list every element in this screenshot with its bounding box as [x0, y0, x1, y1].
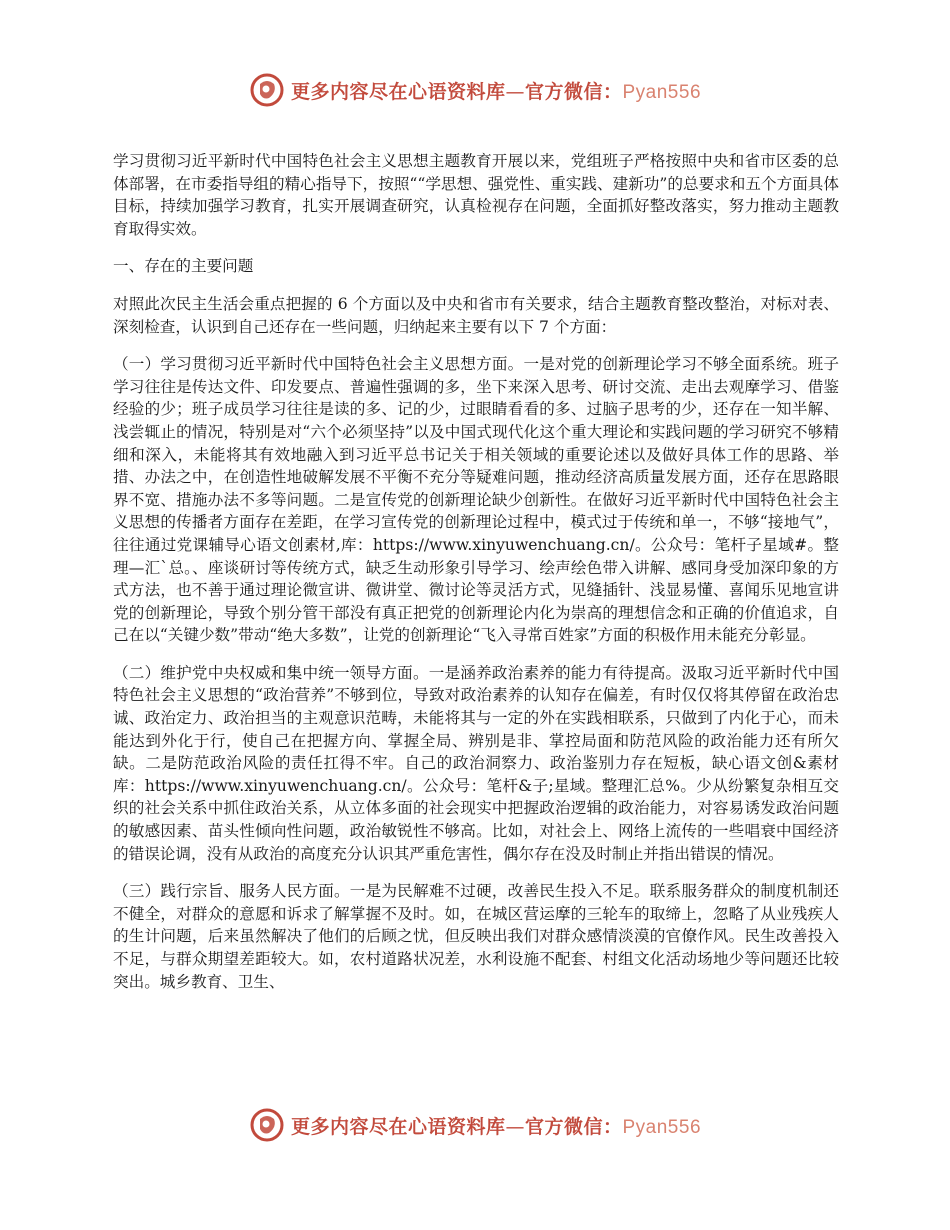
section-heading: 一、存在的主要问题 — [113, 257, 254, 276]
section-1-paragraph: （一）学习贯彻习近平新时代中国特色社会主义思想方面。一是对党的创新理论学习不够全面系统。班子学习往往是传达文件、印发要点、普遍性强调的多，坐下来深入思考、研讨交流、走出去观摩学习、借鉴经验的少；班子成员学习往往是读的多、记的少，过眼睛看看的多、过脑子思考的少，还存在一知半解、浅尝辄止的情况，特别是对“六个必须坚持”以及中国式现代化这个重大理论和实践问题的学习研究不够精细和深入，未能将其有效地融入到习近平总书记关于相关领域的重要论述以及做好具体工作的思路、举措、办法之中，在创造性地破解发展不平衡不充分等疑难问题，推动经济高质量发展方面，还存在思路眼界不宽、措施办法不多等问题。二是宣传党的创新理论缺少创新性。在做好习近平新时代中国特色社会主义思想的传播者方面存在差距，在学习宣传党的创新理论过程中，模式过于传统和单一，不够“接地气”，往往通过党课辅导心语文创素材,库：https://www.xinyuwenchuang.cn/。公众号：笔杆子星域#。整理—汇`总。、座谈研讨等传统方式，缺乏生动形象引导学习、绘声绘色带入讲解、感同身受加深印象的方式方法，也不善于通过理论微宣讲、微讲堂、微讨论等灵活方式，见缝插针、浅显易懂、喜闻乐见地宣讲党的创新理论，导致个别分管干部没有真正把党的创新理论内化为崇高的理想信念和正确的价值追求，自己在以“关键少数”带动“绝大多数”，让党的创新理论“飞入寻常百姓家”方面的积极作用未能充分彰显。 — [113, 355, 839, 645]
brand-logo-icon — [249, 72, 285, 108]
intro-paragraph: 学习贯彻习近平新时代中国特色社会主义思想主题教育开展以来，党组班子严格按照中央和省市区委的总体部署，在市委指导组的精心指导下，按照““学思想、强党性、重实践、建新功”的总要求和五个方面具体目标，持续加强学习教育，扎实开展调查研究，认真检视存在问题，全面抓好整改落实，努力推动主题教育取得实效。 — [113, 152, 839, 238]
banner-dash: — — [505, 80, 525, 103]
document-body — [113, 150, 839, 1008]
footer-banner — [0, 1103, 950, 1147]
banner-main-text: 更多内容尽在心语资料库 — [290, 80, 506, 103]
section-2-paragraph: （二）维护党中央权威和集中统一领导方面。一是涵养政治素养的能力有待提高。汲取习近平新时代中国特色社会主义思想的“政治营养”不够到位，导致对政治素养的认知存在偏差，有时仅仅将其停留在政治忠诚、政治定力、政治担当的主观意识范畴，未能将其与一定的外在实践相联系，只做到了内化于心，而未能达到外化于行，使自己在把握方向、掌握全局、辨别是非、掌控局面和防范风险的政治能力还有所欠缺。二是防范政治风险的责任扛得不牢。自己的政治洞察力、政治鉴别力存在短板，缺心语文创&素材库：https://www.xinyuwenchuang.cn/。公众号：笔杆&子;星域。整理汇总%。少从纷繁复杂相互交织的社会关系中抓住政治关系，从立体多面的社会现实中把握政治逻辑的政治能力，对容易诱发政治问题的敏感因素、苗头性倾向性问题，政治敏锐性不够高。比如，对社会上、网络上流传的一些唱衰中国经济的错误论调，没有从政治的高度充分认识其严重危害性，偶尔存在没及时制止并指出错误的情况。 — [113, 663, 839, 863]
banner-wechat-id: Pyan556 — [622, 1116, 702, 1138]
banner-text — [291, 1112, 701, 1139]
brand-logo-icon — [249, 1107, 285, 1143]
banner-wechat-label: 官方微信： — [524, 1115, 623, 1138]
banner-wechat-label: 官方微信： — [524, 80, 623, 103]
banner-text — [291, 77, 701, 104]
banner-main-text: 更多内容尽在心语资料库 — [290, 1115, 506, 1138]
section-3-paragraph: （三）践行宗旨、服务人民方面。一是为民解难不过硬，改善民生投入不足。联系服务群众的制度机制还不健全，对群众的意愿和诉求了解掌握不及时。如，在城区营运摩的三轮车的取缔上，忽略了从业残疾人的生计问题，后来虽然解决了他们的后顾之忧，但反映出我们对群众感情淡漠的官僚作风。民生改善投入不足，与群众期望差距较大。如，农村道路状况差，水利设施不配套、村组文化活动场地少等问题还比较突出。城乡教育、卫生、 — [113, 882, 839, 991]
banner-dash: — — [505, 1115, 525, 1138]
banner-wechat-id: Pyan556 — [622, 81, 702, 103]
overview-paragraph: 对照此次民主生活会重点把握的 6 个方面以及中央和省市有关要求，结合主题教育整改整治，对标对表、深刻检查，认识到自己还存在一些问题，归纳起来主要有以下 7 个方面： — [113, 294, 839, 336]
header-banner — [0, 68, 950, 112]
